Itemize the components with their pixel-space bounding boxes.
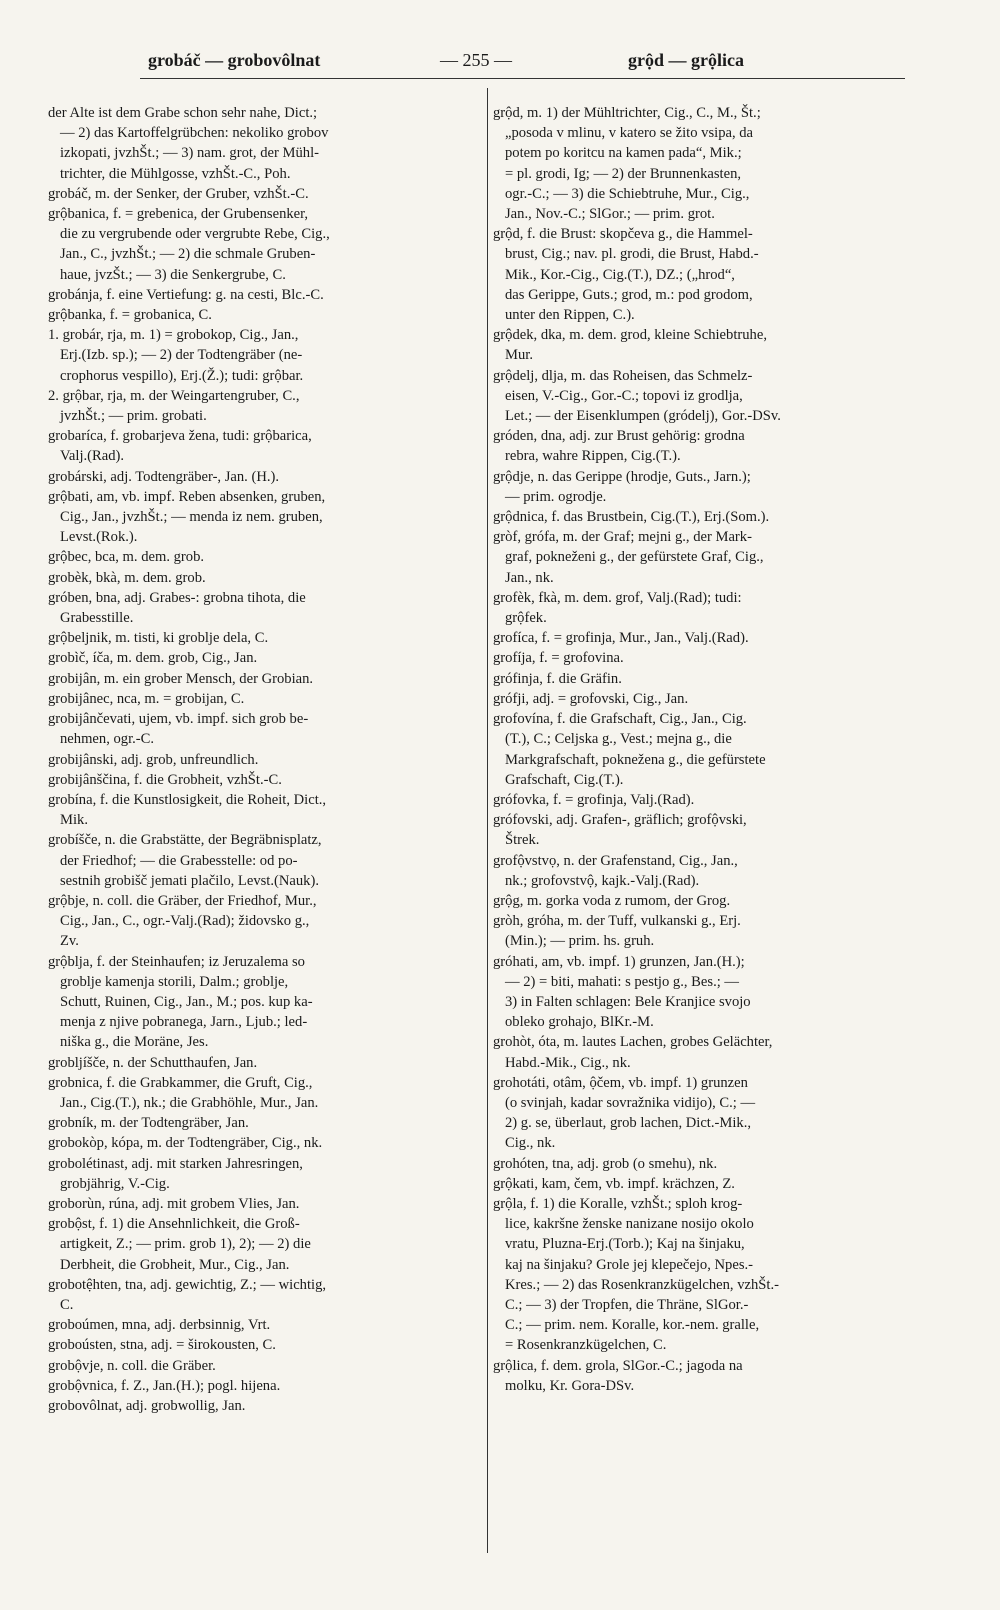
entry-continuation-line: Habd.-Mik., Cig., nk. — [505, 1054, 631, 1071]
entry-line: grobaríca, f. grobarjeva žena, tudi: grộbarica, — [48, 428, 312, 445]
entry-continuation-line: Grafschaft, Cig.(T.). — [505, 771, 624, 788]
entry-line: grobína, f. die Kunstlosigkeit, die Roheit, Dict., — [48, 791, 327, 808]
entry-line: grộd, m. 1) der Mühltrichter, Cig., C., M., Št.; — [493, 105, 761, 121]
entry-continuation-line: rebra, wahre Rippen, Cig.(T.). — [505, 448, 681, 465]
entry-line: grobijânski, adj. grob, unfreundlich. — [48, 751, 259, 768]
entry-continuation-line: jvzhŠt.; — prim. grobati. — [60, 408, 207, 425]
entry-continuation-line: sestnih grobišč jemati plačilo, Levst.(Nauk). — [60, 872, 319, 889]
entry-line: grofíca, f. = grofinja, Mur., Jan., Valj.(Rad). — [493, 630, 749, 647]
entry-continuation-line: Grabesstille. — [60, 610, 134, 627]
entry-line: grộdek, dka, m. dem. grod, kleine Schiebtruhe, — [493, 327, 767, 344]
entry-continuation-line: die zu vergrubende oder vergrubte Rebe, Cig., — [60, 226, 330, 243]
entry-continuation-line: C.; — prim. nem. Koralle, kor.-nem. gralle, — [505, 1317, 760, 1334]
entry-continuation-line: (o svinjah, kadar sovražnika vidijo), C.; — — [505, 1094, 756, 1111]
entry-line: grobìč, íča, m. dem. grob, Cig., Jan. — [48, 650, 258, 667]
entry-continuation-line: — 2) = biti, mahati: s pestjo g., Bes.; — — [505, 973, 740, 990]
entry-continuation-line: Mik. — [60, 812, 88, 829]
entry-line: grobộst, f. 1) die Ansehnlichkeit, die Groß- — [48, 1216, 300, 1233]
entry-line: grobáč, m. der Senker, der Gruber, vzhŠt.-C. — [48, 185, 309, 202]
entry-line: gròf, grófa, m. der Graf; mejni g., der Mark- — [493, 529, 752, 546]
entry-continuation-line: Zv. — [60, 933, 79, 950]
entry-line: grobljíšče, n. der Schutthaufen, Jan. — [48, 1054, 258, 1071]
entry-continuation-line: Jan., nk. — [505, 569, 554, 586]
entry-line: groboústen, stna, adj. = širokousten, C. — [48, 1337, 276, 1354]
entry-continuation-line: Jan., C., jvzhŠt.; — 2) die schmale Gruben- — [60, 246, 316, 263]
entry-line: grobộvnica, f. Z., Jan.(H.); pogl. hijena. — [48, 1377, 281, 1394]
entry-continuation-line: nehmen, ogr.-C. — [60, 731, 155, 748]
entry-line: grobokòp, kópa, m. der Todtengräber, Cig., nk. — [48, 1135, 323, 1152]
entry-continuation-line: lice, kakršne ženske nanizane nosijo okolo — [505, 1216, 754, 1233]
entry-line: grộlica, f. dem. grola, SlGor.-C.; jagoda na — [493, 1357, 743, 1374]
entry-continuation-line: niška g., die Moräne, Jes. — [60, 1034, 209, 1051]
entry-line: grófji, adj. = grofovski, Cig., Jan. — [493, 690, 689, 707]
entry-continuation-line: C.; — 3) der Tropfen, die Thräne, SlGor.- — [505, 1296, 749, 1313]
entry-line: grộbanica, f. = grebenica, der Grubensenker, — [48, 206, 309, 223]
entry-line: grófovka, f. = grofinja, Valj.(Rad). — [493, 791, 695, 808]
entry-line: der Alte ist dem Grabe schon sehr nahe, Dict.; — [48, 105, 318, 121]
entry-line: grobník, m. der Todtengräber, Jan. — [48, 1115, 249, 1132]
entry-line: grộdje, n. das Gerippe (hrodje, Guts., Jarn.); — [493, 468, 751, 485]
entry-continuation-line: menja z njive pobranega, Jarn., Ljub.; led- — [60, 1014, 308, 1031]
entry-line: grộla, f. 1) die Koralle, vzhŠt.; sploh krog- — [493, 1195, 743, 1212]
entry-line: gròh, gróha, m. der Tuff, vulkanski g., Erj. — [493, 913, 741, 930]
entry-line: grobovôlnat, adj. grobwollig, Jan. — [48, 1398, 246, 1414]
entry-line: grohóten, tna, adj. grob (o smehu), nk. — [493, 1155, 718, 1172]
entry-continuation-line: Cig., Jan., C., ogr.-Valj.(Rad); židovsko g., — [60, 913, 310, 930]
entry-continuation-line: molku, Kr. Gora-DSv. — [505, 1377, 635, 1394]
entry-line: grofèk, fkà, m. dem. grof, Valj.(Rad); tudi: — [493, 589, 742, 606]
entry-continuation-line: Erj.(Izb. sp.); — 2) der Todtengräber (ne- — [60, 347, 303, 364]
entry-continuation-line: 2) g. se, überlaut, grob lachen, Dict.-Mik., — [505, 1115, 751, 1132]
entry-continuation-line: graf, pokneženi g., der gefürstete Graf, Cig., — [505, 549, 764, 566]
entry-continuation-line: obleko grohajo, BlKr.-M. — [505, 1014, 654, 1031]
entry-continuation-line: izkopati, jvzhŠt.; — 3) nam. grot, der Mühl- — [60, 145, 319, 162]
entry-line: grobộvje, n. coll. die Gräber. — [48, 1357, 216, 1374]
entry-continuation-line: Kres.; — 2) das Rosenkranzkügelchen, vzhŠt.- — [505, 1276, 779, 1293]
entry-line: grobánja, f. eine Vertiefung: g. na cesti, Blc.-C. — [48, 286, 324, 303]
entry-continuation-line: C. — [60, 1296, 74, 1313]
entry-line: grofộvstvọ, n. der Grafenstand, Cig., Jan., — [493, 852, 738, 869]
entry-line: grộbec, bca, m. dem. grob. — [48, 549, 205, 566]
entry-line: grobijânčevati, ujem, vb. impf. sich grob be- — [48, 711, 309, 728]
entry-line: grộblja, f. der Steinhaufen; iz Jeruzalema so — [48, 953, 305, 970]
entry-line: grobíšče, n. die Grabstätte, der Begräbnisplatz, — [48, 832, 322, 849]
entry-line: grobèk, bkà, m. dem. grob. — [48, 569, 206, 586]
entry-line: grộd, f. die Brust: skopčeva g., die Hammel- — [493, 226, 753, 243]
entry-line: grộdelj, dlja, m. das Roheisen, das Schmelz- — [493, 367, 753, 384]
entry-line: grohòt, óta, m. lautes Lachen, grobes Gelächter, — [493, 1034, 773, 1051]
entry-continuation-line: ogr.-C.; — 3) die Schiebtruhe, Mur., Cig., — [505, 185, 750, 202]
entry-continuation-line: Cig., Jan., jvzhŠt.; — menda iz nem. gruben, — [60, 509, 323, 526]
entry-line: grófinja, f. die Gräfin. — [493, 670, 622, 687]
entry-continuation-line: — prim. ogrodje. — [505, 488, 607, 505]
entry-line: grobotệhten, tna, adj. gewichtig, Z.; — wichtig, — [48, 1276, 327, 1293]
entry-continuation-line: „posoda v mlinu, v katero se žito vsipa, da — [505, 125, 754, 142]
entry-line: groborùn, rúna, adj. mit grobem Vlies, Jan. — [48, 1195, 300, 1212]
entry-continuation-line: unter den Rippen, C.). — [505, 307, 635, 324]
entry-line: grộdnica, f. das Brustbein, Cig.(T.), Erj.(Som.). — [493, 509, 770, 526]
entry-continuation-line: haue, jvzŠt.; — 3) die Senkergrube, C. — [60, 266, 286, 283]
entry-continuation-line: artigkeit, Z.; — prim. grob 1), 2); — 2) die — [60, 1236, 311, 1253]
entry-continuation-line: Derbheit, die Grobheit, Mur., Cig., Jan. — [60, 1256, 290, 1273]
entry-line: 2. grộbar, rja, m. der Weingartengruber, C., — [48, 387, 300, 404]
entry-line: grộbati, am, vb. impf. Reben absenken, gruben, — [48, 488, 326, 505]
entry-continuation-line: Jan., Cig.(T.), nk.; die Grabhöhle, Mur., Jan. — [60, 1094, 319, 1111]
entry-continuation-line: Mur. — [505, 347, 533, 364]
entry-line: grobijân, m. ein grober Mensch, der Grobian. — [48, 670, 314, 687]
entry-line: grobolétinast, adj. mit starken Jahresringen, — [48, 1155, 303, 1172]
entry-continuation-line: Schutt, Ruinen, Cig., Jan., M.; pos. kup ka- — [60, 993, 313, 1010]
entry-line: groboúmen, mna, adj. derbsinnig, Vrt. — [48, 1317, 271, 1334]
entry-continuation-line: Štrek. — [505, 832, 540, 849]
entry-continuation-line: Mik., Kor.-Cig., Cig.(T.), DZ.; („hrod“, — [505, 266, 735, 283]
entry-continuation-line: grộfek. — [505, 610, 547, 627]
entry-continuation-line: Valj.(Rad). — [60, 448, 125, 465]
entry-line: grộkati, kam, čem, vb. impf. krächzen, Z. — [493, 1175, 735, 1192]
entry-line: grobijânščina, f. die Grobheit, vzhŠt.-C. — [48, 771, 282, 788]
entry-continuation-line: brust, Cig.; nav. pl. grodi, die Brust, Habd.- — [505, 246, 759, 263]
entry-continuation-line: das Gerippe, Guts.; grod, m.: pod grodom, — [505, 286, 753, 303]
entry-continuation-line: (Min.); — prim. hs. gruh. — [505, 933, 655, 950]
header-left-guideword: grobáč — grobovôlnat — [148, 50, 321, 70]
column-divider — [487, 88, 488, 1553]
entry-line: grobijânec, nca, m. = grobijan, C. — [48, 690, 245, 707]
entry-continuation-line: vratu, Pluzna-Erj.(Torb.); Kaj na šinjaku, — [505, 1236, 745, 1253]
entry-line: grobnica, f. die Grabkammer, die Gruft, Cig., — [48, 1074, 313, 1091]
entry-line: grohotáti, otâm, ộčem, vb. impf. 1) grunzen — [493, 1074, 748, 1091]
entry-line: 1. grobár, rja, m. 1) = grobokop, Cig., Jan., — [48, 327, 299, 344]
entry-continuation-line: eisen, V.-Cig., Gor.-C.; topovi iz grodlja, — [505, 387, 743, 404]
entry-line: gróhati, am, vb. impf. 1) grunzen, Jan.(H.); — [493, 953, 745, 970]
entry-continuation-line: Markgrafschaft, pokneženа g., die gefürstete — [505, 751, 766, 768]
entry-line: grộbje, n. coll. die Gräber, der Friedhof, Mur., — [48, 892, 317, 909]
entry-line: grộbanka, f. = grobanica, C. — [48, 307, 212, 324]
entry-line: grofíja, f. = grofovina. — [493, 650, 624, 667]
entry-line: grófovski, adj. Grafen-, gräflich; grofộvski, — [493, 812, 747, 829]
entry-continuation-line: Levst.(Rok.). — [60, 529, 138, 546]
entry-continuation-line: grobjährig, V.-Cig. — [60, 1175, 170, 1192]
entry-continuation-line: potem po koritcu na kamen pada“, Mik.; — [505, 145, 742, 162]
entry-continuation-line: trichter, die Mühlgosse, vzhŠt.-C., Poh. — [60, 165, 291, 182]
entry-continuation-line: der Friedhof; — die Grabesstelle: od po- — [60, 852, 298, 869]
entry-continuation-line: (T.), C.; Celjska g., Vest.; mejna g., die — [505, 731, 732, 748]
page-number: — 255 — — [440, 50, 512, 70]
entry-line: gróden, dna, adj. zur Brust gehörig: grodna — [493, 428, 745, 445]
entry-continuation-line: crophorus vespillo), Erj.(Ž.); tudi: grộbar. — [60, 367, 304, 384]
entry-line: grobárski, adj. Todtengräber-, Jan. (H.). — [48, 468, 280, 485]
entry-continuation-line: nk.; grofovstvộ, kajk.-Valj.(Rad). — [505, 872, 700, 889]
entry-continuation-line: kaj na šinjaku? Grole jej klepečejo, Npes.- — [505, 1256, 754, 1273]
entry-continuation-line: Jan., Nov.-C.; SlGor.; — prim. grot. — [505, 206, 715, 223]
header-rule — [140, 78, 905, 79]
entry-line: grộbeljnik, m. tisti, ki groblje dela, C. — [48, 630, 269, 647]
entry-continuation-line: = Rosenkranzkügelchen, C. — [505, 1337, 667, 1354]
entry-line: grộg, m. gorka voda z rumom, der Grog. — [493, 892, 731, 909]
entry-continuation-line: — 2) das Kartoffelgrübchen: nekoliko grobov — [60, 125, 329, 142]
header-right-guideword: grộd — grộlica — [628, 50, 744, 70]
left-column — [48, 103, 480, 1416]
entry-continuation-line: groblje kamenja storili, Dalm.; groblje, — [60, 973, 289, 990]
entry-continuation-line: = pl. grodi, Ig; — 2) der Brunnenkasten, — [505, 165, 742, 182]
entry-line: grofovína, f. die Grafschaft, Cig., Jan., Cig. — [493, 711, 747, 728]
entry-continuation-line: Let.; — der Eisenklumpen (gródelj), Gor.-DSv. — [505, 408, 781, 425]
right-column — [493, 103, 933, 1396]
entry-line: gróben, bna, adj. Grabes-: grobna tihota, die — [48, 589, 306, 606]
entry-continuation-line: Cig., nk. — [505, 1135, 556, 1152]
entry-continuation-line: 3) in Falten schlagen: Bele Kranjice svojo — [505, 993, 751, 1010]
